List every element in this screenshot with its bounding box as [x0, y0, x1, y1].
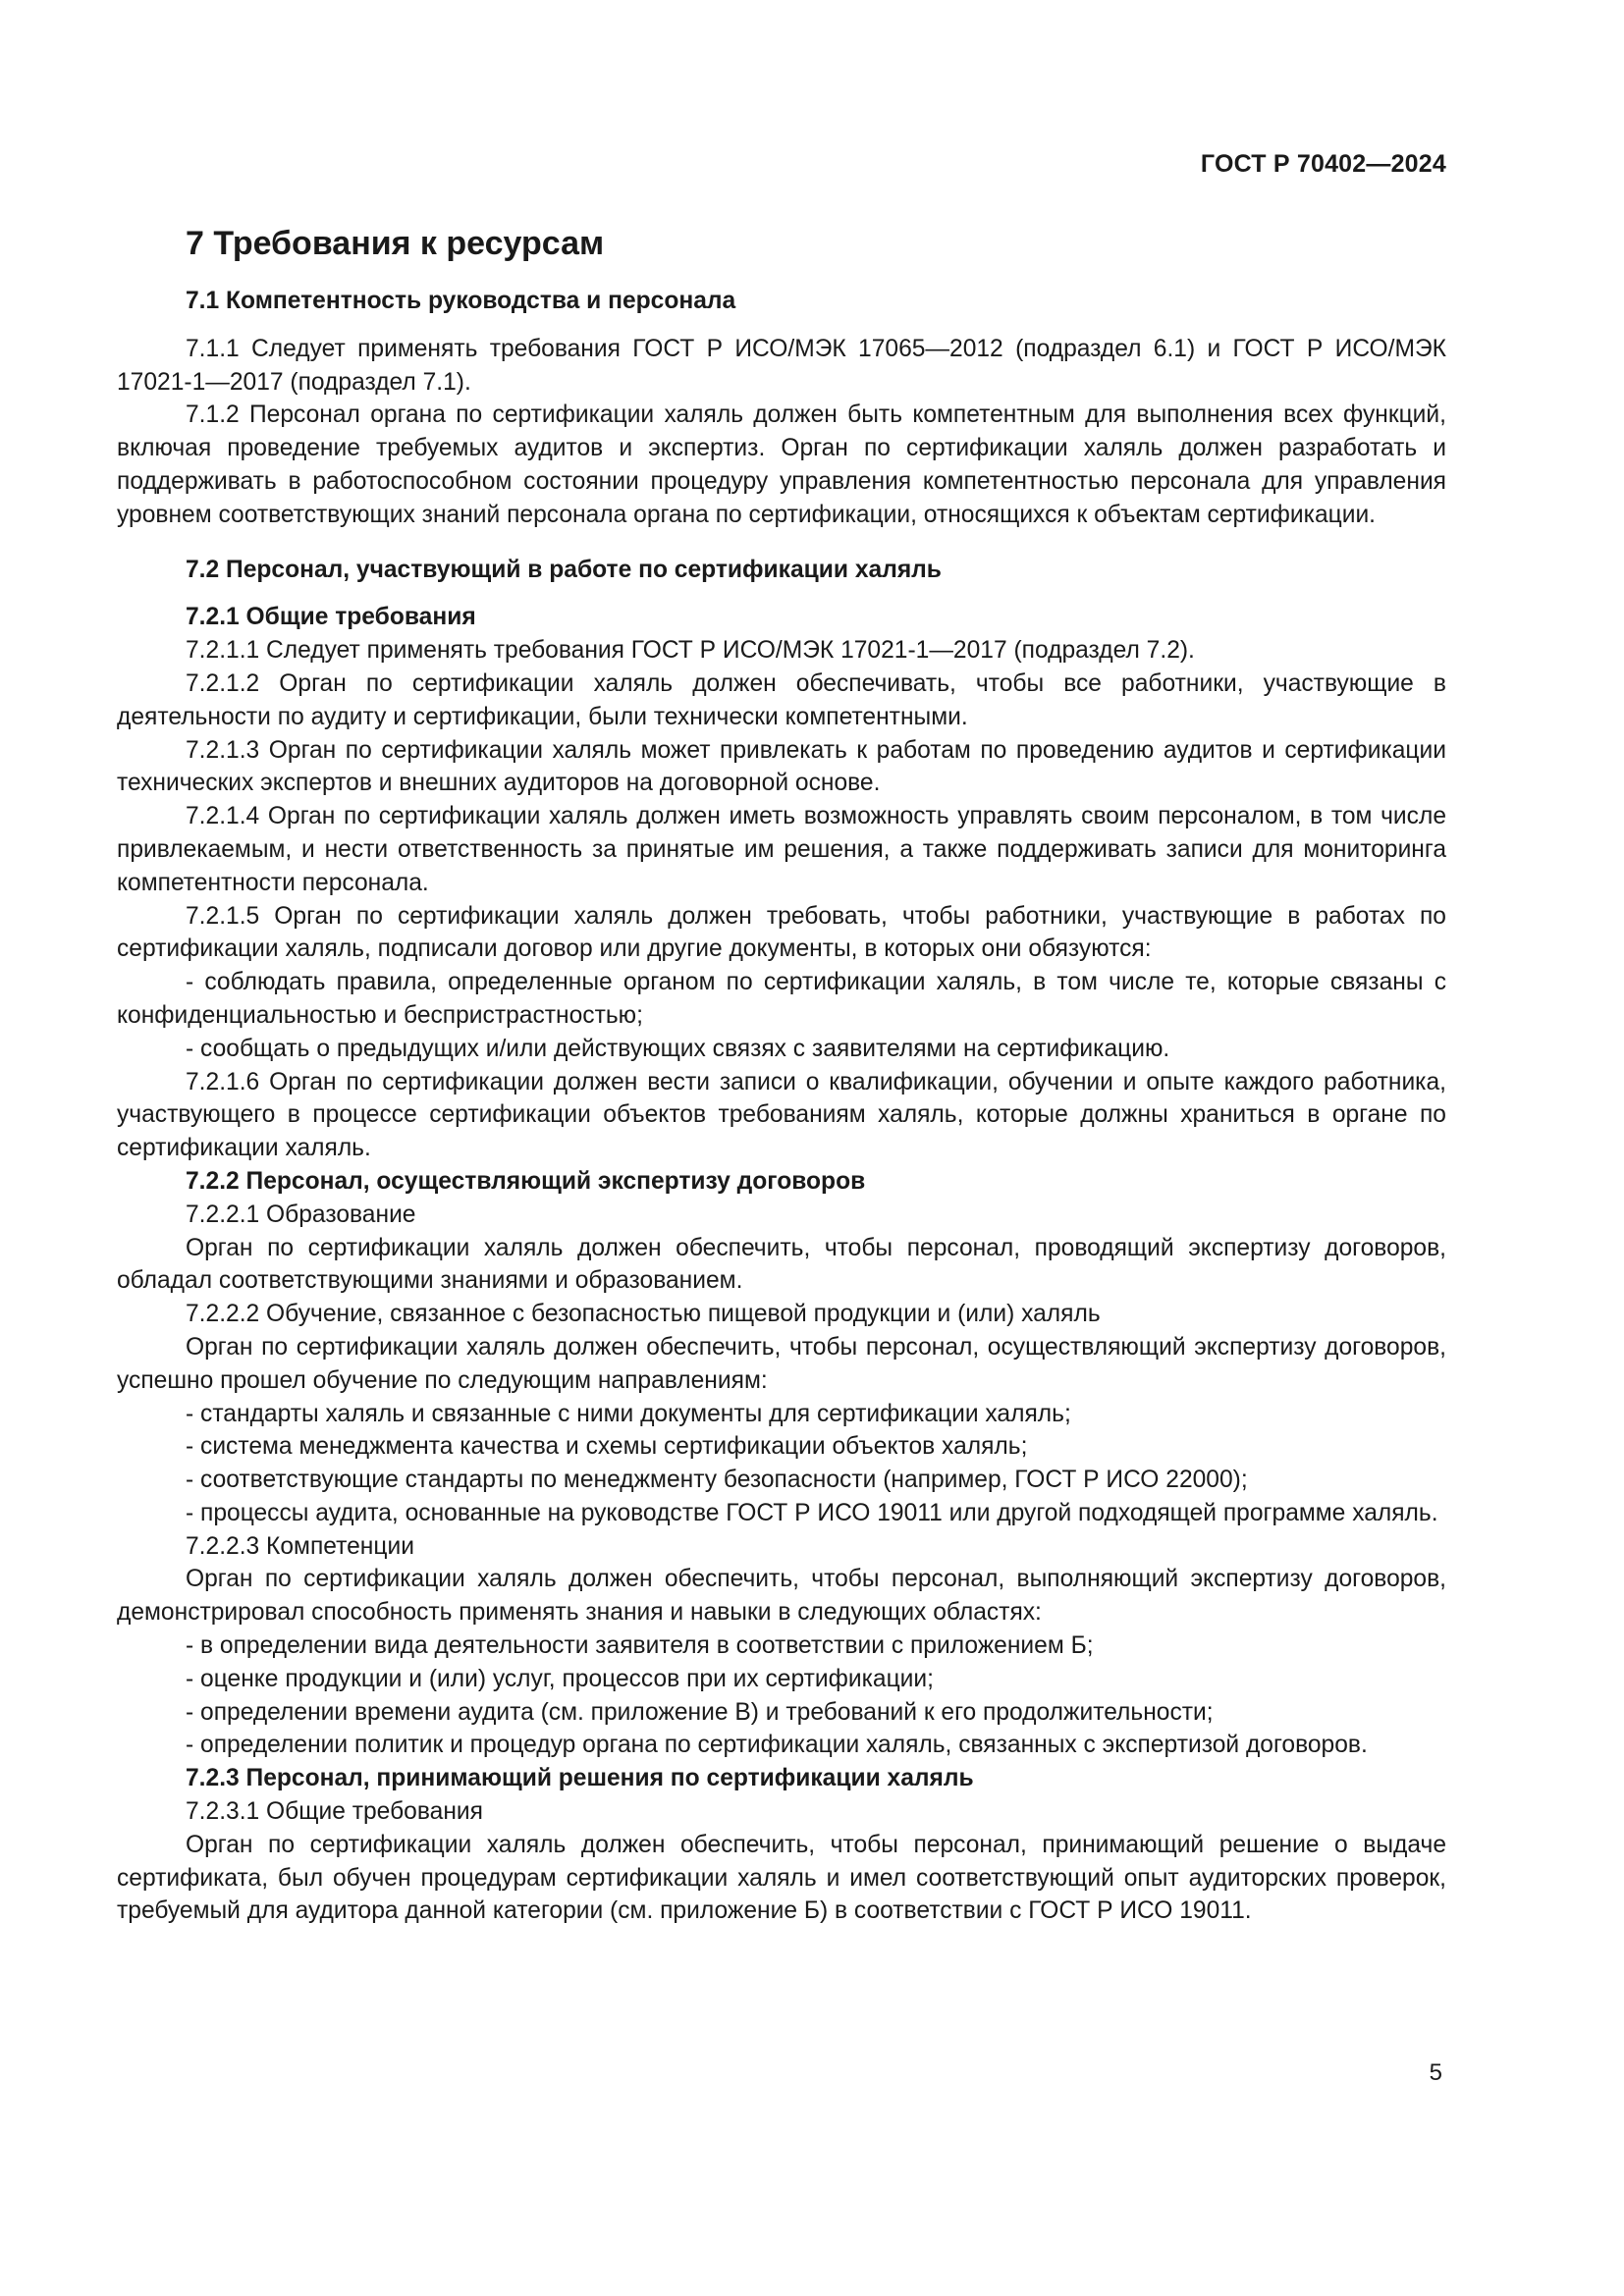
list-item: - оценке продукции и (или) услуг, процессов при их сертификации; [186, 1665, 934, 1692]
paragraph: 7.2.2.2 Обучение, связанное с безопасностью пищевой продукции и (или) халяль [186, 1301, 1101, 1328]
list-item: - определении времени аудита (см. приложение В) и требований к его продолжительности; [186, 1698, 1214, 1726]
paragraph: 7.1.2 Персонал органа по сертификации халяль должен быть компетентным для выполнения всех функций, включая проведение требуемых аудитов и экспертиз. Орган по сертификации халяль должен разработать и поддерживать в работоспособном состоянии процедуру управления компетентностью персонала для управления уровнем соответствующих знаний персонала органа по сертификации, относящихся к объектам сертификации. [117, 401, 1446, 528]
list-item: - система менеджмента качества и схемы сертификации объектов халяль; [186, 1433, 1028, 1461]
paragraph: 7.2.2.3 Компетенции [186, 1532, 414, 1560]
subsection-heading: 7.1 Компетентность руководства и персонала [186, 288, 736, 314]
subsection-heading: 7.2.2 Персонал, осуществляющий экспертизу договоров [186, 1167, 866, 1195]
paragraph: 7.2.1.6 Орган по сертификации должен вести записи о квалификации, обучении и опыте каждого работника, участвующего в процессе сертификации объектов требованиям халяль, которые должны храниться в органе по сертификации халяль. [117, 1068, 1446, 1162]
list-item: - соответствующие стандарты по менеджменту безопасности (например, ГОСТ Р ИСО 22000); [186, 1467, 1248, 1494]
paragraph: Орган по сертификации халяль должен обеспечить, чтобы персонал, принимающий решение о выдаче сертификата, был обучен процедурам сертификации халяль и имел соответствующий опыт аудиторских проверок, требуемый для аудитора данной категории (см. приложение Б) в соответствии с ГОСТ Р ИСО 19011. [117, 1831, 1446, 1925]
paragraph: 7.2.2.1 Образование [186, 1201, 416, 1228]
list-item: - стандарты халяль и связанные с ними документы для сертификации халяль; [186, 1400, 1071, 1427]
document-number-header: ГОСТ Р 70402—2024 [1200, 150, 1446, 178]
paragraph: 7.2.1.3 Орган по сертификации халяль может привлекать к работам по проведению аудитов и сертификации технических экспертов и внешних аудиторов на договорной основе. [117, 736, 1446, 797]
subsection-heading: 7.2.3 Персонал, принимающий решения по сертификации халяль [186, 1765, 974, 1792]
paragraph: Орган по сертификации халяль должен обеспечить, чтобы персонал, осуществляющий экспертизу договоров, успешно прошел обучение по следующим направлениям: [117, 1333, 1446, 1394]
paragraph: 7.2.3.1 Общие требования [186, 1798, 483, 1826]
paragraph: 7.2.1.5 Орган по сертификации халяль должен требовать, чтобы работники, участвующие в работах по сертификации халяль, подписали договор или другие документы, в которых они обязуются: [117, 902, 1446, 963]
paragraph: 7.2.1.2 Орган по сертификации халяль должен обеспечивать, чтобы все работники, участвующие в деятельности по аудиту и сертификации, были технически компетентными. [117, 669, 1446, 730]
subsection-heading: 7.2.1 Общие требования [186, 604, 476, 631]
paragraph: 7.2.1.1 Следует применять требования ГОСТ Р ИСО/МЭК 17021-1—2017 (подраздел 7.2). [186, 637, 1195, 665]
paragraph: Орган по сертификации халяль должен обеспечить, чтобы персонал, проводящий экспертизу договоров, обладал соответствующими знаниями и образованием. [117, 1234, 1446, 1295]
list-item: - сообщать о предыдущих и/или действующих связях с заявителями на сертификацию. [186, 1035, 1170, 1062]
body-text [117, 285, 1446, 1928]
paragraph: 7.2.1.4 Орган по сертификации халяль должен иметь возможность управлять своим персоналом, в том числе привлекаемым, и нести ответственность за принятые им решения, а также поддерживать записи для мониторинга компетентности персонала. [117, 803, 1446, 896]
list-item: - определении политик и процедур органа по сертификации халяль, связанных с экспертизой договоров. [186, 1732, 1368, 1759]
list-item: - соблюдать правила, определенные органом по сертификации халяль, в том числе те, которые связаны с конфиденциальностью и беспристрастностью; [117, 969, 1446, 1029]
page-number: 5 [1429, 2059, 1442, 2086]
paragraph: Орган по сертификации халяль должен обеспечить, чтобы персонал, выполняющий экспертизу договоров, демонстрировал способность применять знания и навыки в следующих областях: [117, 1566, 1446, 1627]
list-item: - процессы аудита, основанные на руководстве ГОСТ Р ИСО 19011 или другой подходящей программе халяль. [186, 1499, 1438, 1526]
paragraph: 7.1.1 Следует применять требования ГОСТ Р ИСО/МЭК 17065—2012 (подраздел 6.1) и ГОСТ Р ИСО/МЭК 17021-1—2017 (подраздел 7.1). [117, 335, 1446, 396]
list-item: - в определении вида деятельности заявителя в соответствии с приложением Б; [186, 1632, 1094, 1660]
subsection-heading: 7.2 Персонал, участвующий в работе по сертификации халяль [186, 556, 942, 583]
section-heading: 7 Требования к ресурсам [186, 225, 605, 262]
